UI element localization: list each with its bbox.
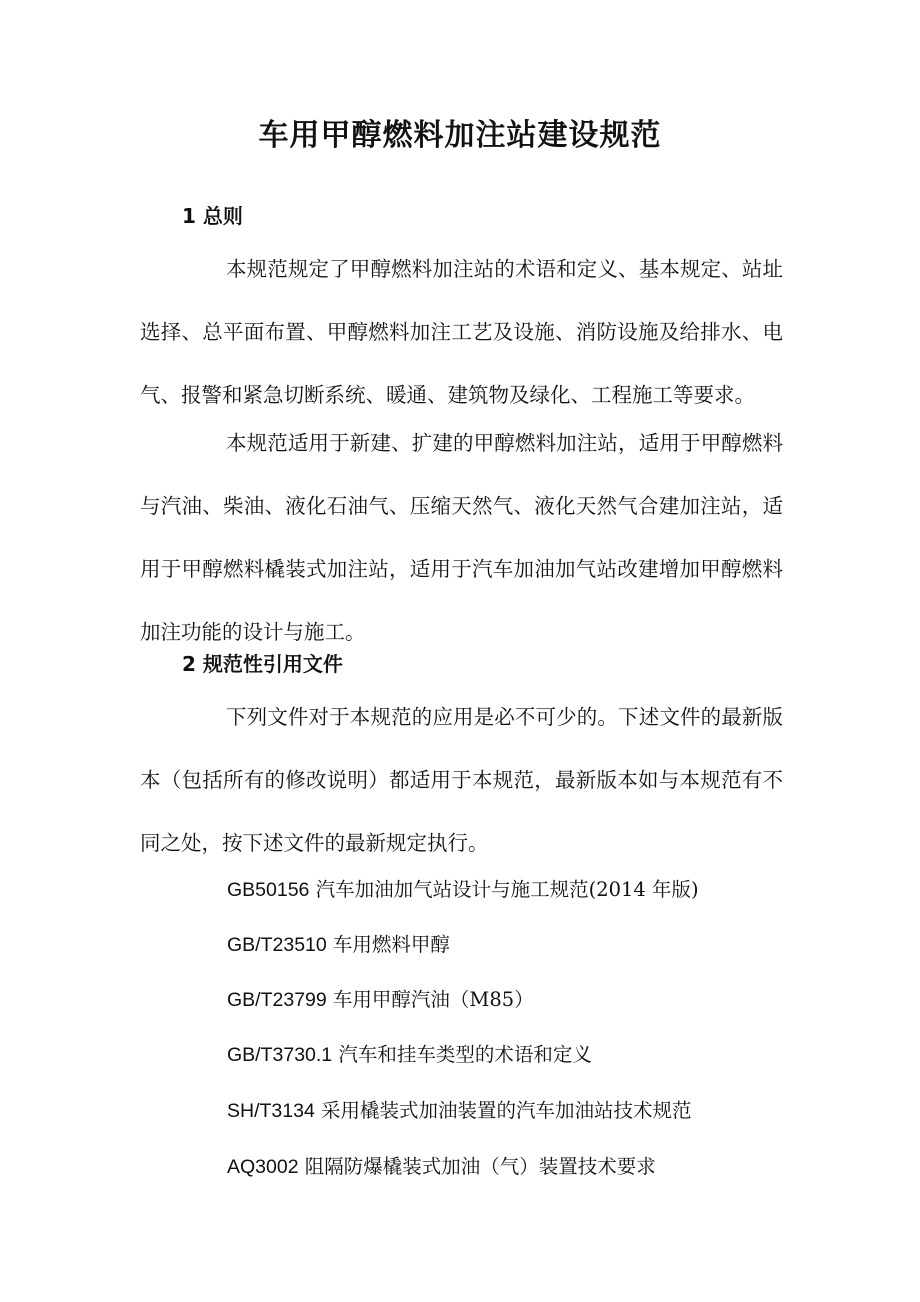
reference-code: GB/T23510 bbox=[227, 934, 327, 956]
reference-code: GB/T3730.1 bbox=[227, 1044, 333, 1066]
reference-item bbox=[227, 929, 450, 957]
reference-item bbox=[227, 1095, 692, 1123]
reference-name: 汽车加油加气站设计与施工规范(2014 年版) bbox=[309, 878, 699, 901]
reference-code: GB/T23799 bbox=[227, 989, 327, 1011]
reference-item bbox=[227, 1039, 592, 1067]
reference-item bbox=[227, 1151, 656, 1179]
reference-name: 汽车和挂车类型的术语和定义 bbox=[332, 1043, 592, 1066]
paragraph-scope: 本规范规定了甲醇燃料加注站的术语和定义、基本规定、站址选择、总平面布置、甲醇燃料加注工艺及设施、消防设施及给排水、电气、报警和紧急切断系统、暖通、建筑物及绿化、工程施工等要求。 bbox=[140, 257, 783, 407]
reference-name: 车用甲醇汽油（M85） bbox=[326, 988, 534, 1011]
reference-name: 阻隔防爆橇装式加油（气）装置技术要求 bbox=[298, 1155, 656, 1178]
reference-item bbox=[227, 874, 699, 902]
reference-name: 车用燃料甲醇 bbox=[326, 933, 450, 956]
reference-item bbox=[227, 984, 534, 1012]
paragraph-applicability: 本规范适用于新建、扩建的甲醇燃料加注站，适用于甲醇燃料与汽油、柴油、液化石油气、压缩天然气、液化天然气合建加注站，适用于甲醇燃料橇装式加注站，适用于汽车加油加气站改建增加甲醇燃料加注功能的设计与施工。 bbox=[140, 431, 783, 644]
reference-code: GB50156 bbox=[227, 879, 310, 901]
reference-name: 采用橇装式加油装置的汽车加油站技术规范 bbox=[314, 1099, 692, 1122]
section-heading-general: 1 总则 bbox=[182, 204, 243, 228]
reference-code: AQ3002 bbox=[227, 1156, 299, 1178]
section-heading-references: 2 规范性引用文件 bbox=[182, 652, 343, 676]
paragraph-reference-intro: 下列文件对于本规范的应用是必不可少的。下述文件的最新版本（包括所有的修改说明）都适用于本规范，最新版本如与本规范有不同之处，按下述文件的最新规定执行。 bbox=[140, 705, 783, 855]
document-title: 车用甲醇燃料加注站建设规范 bbox=[258, 118, 662, 153]
reference-code: SH/T3134 bbox=[227, 1100, 315, 1122]
